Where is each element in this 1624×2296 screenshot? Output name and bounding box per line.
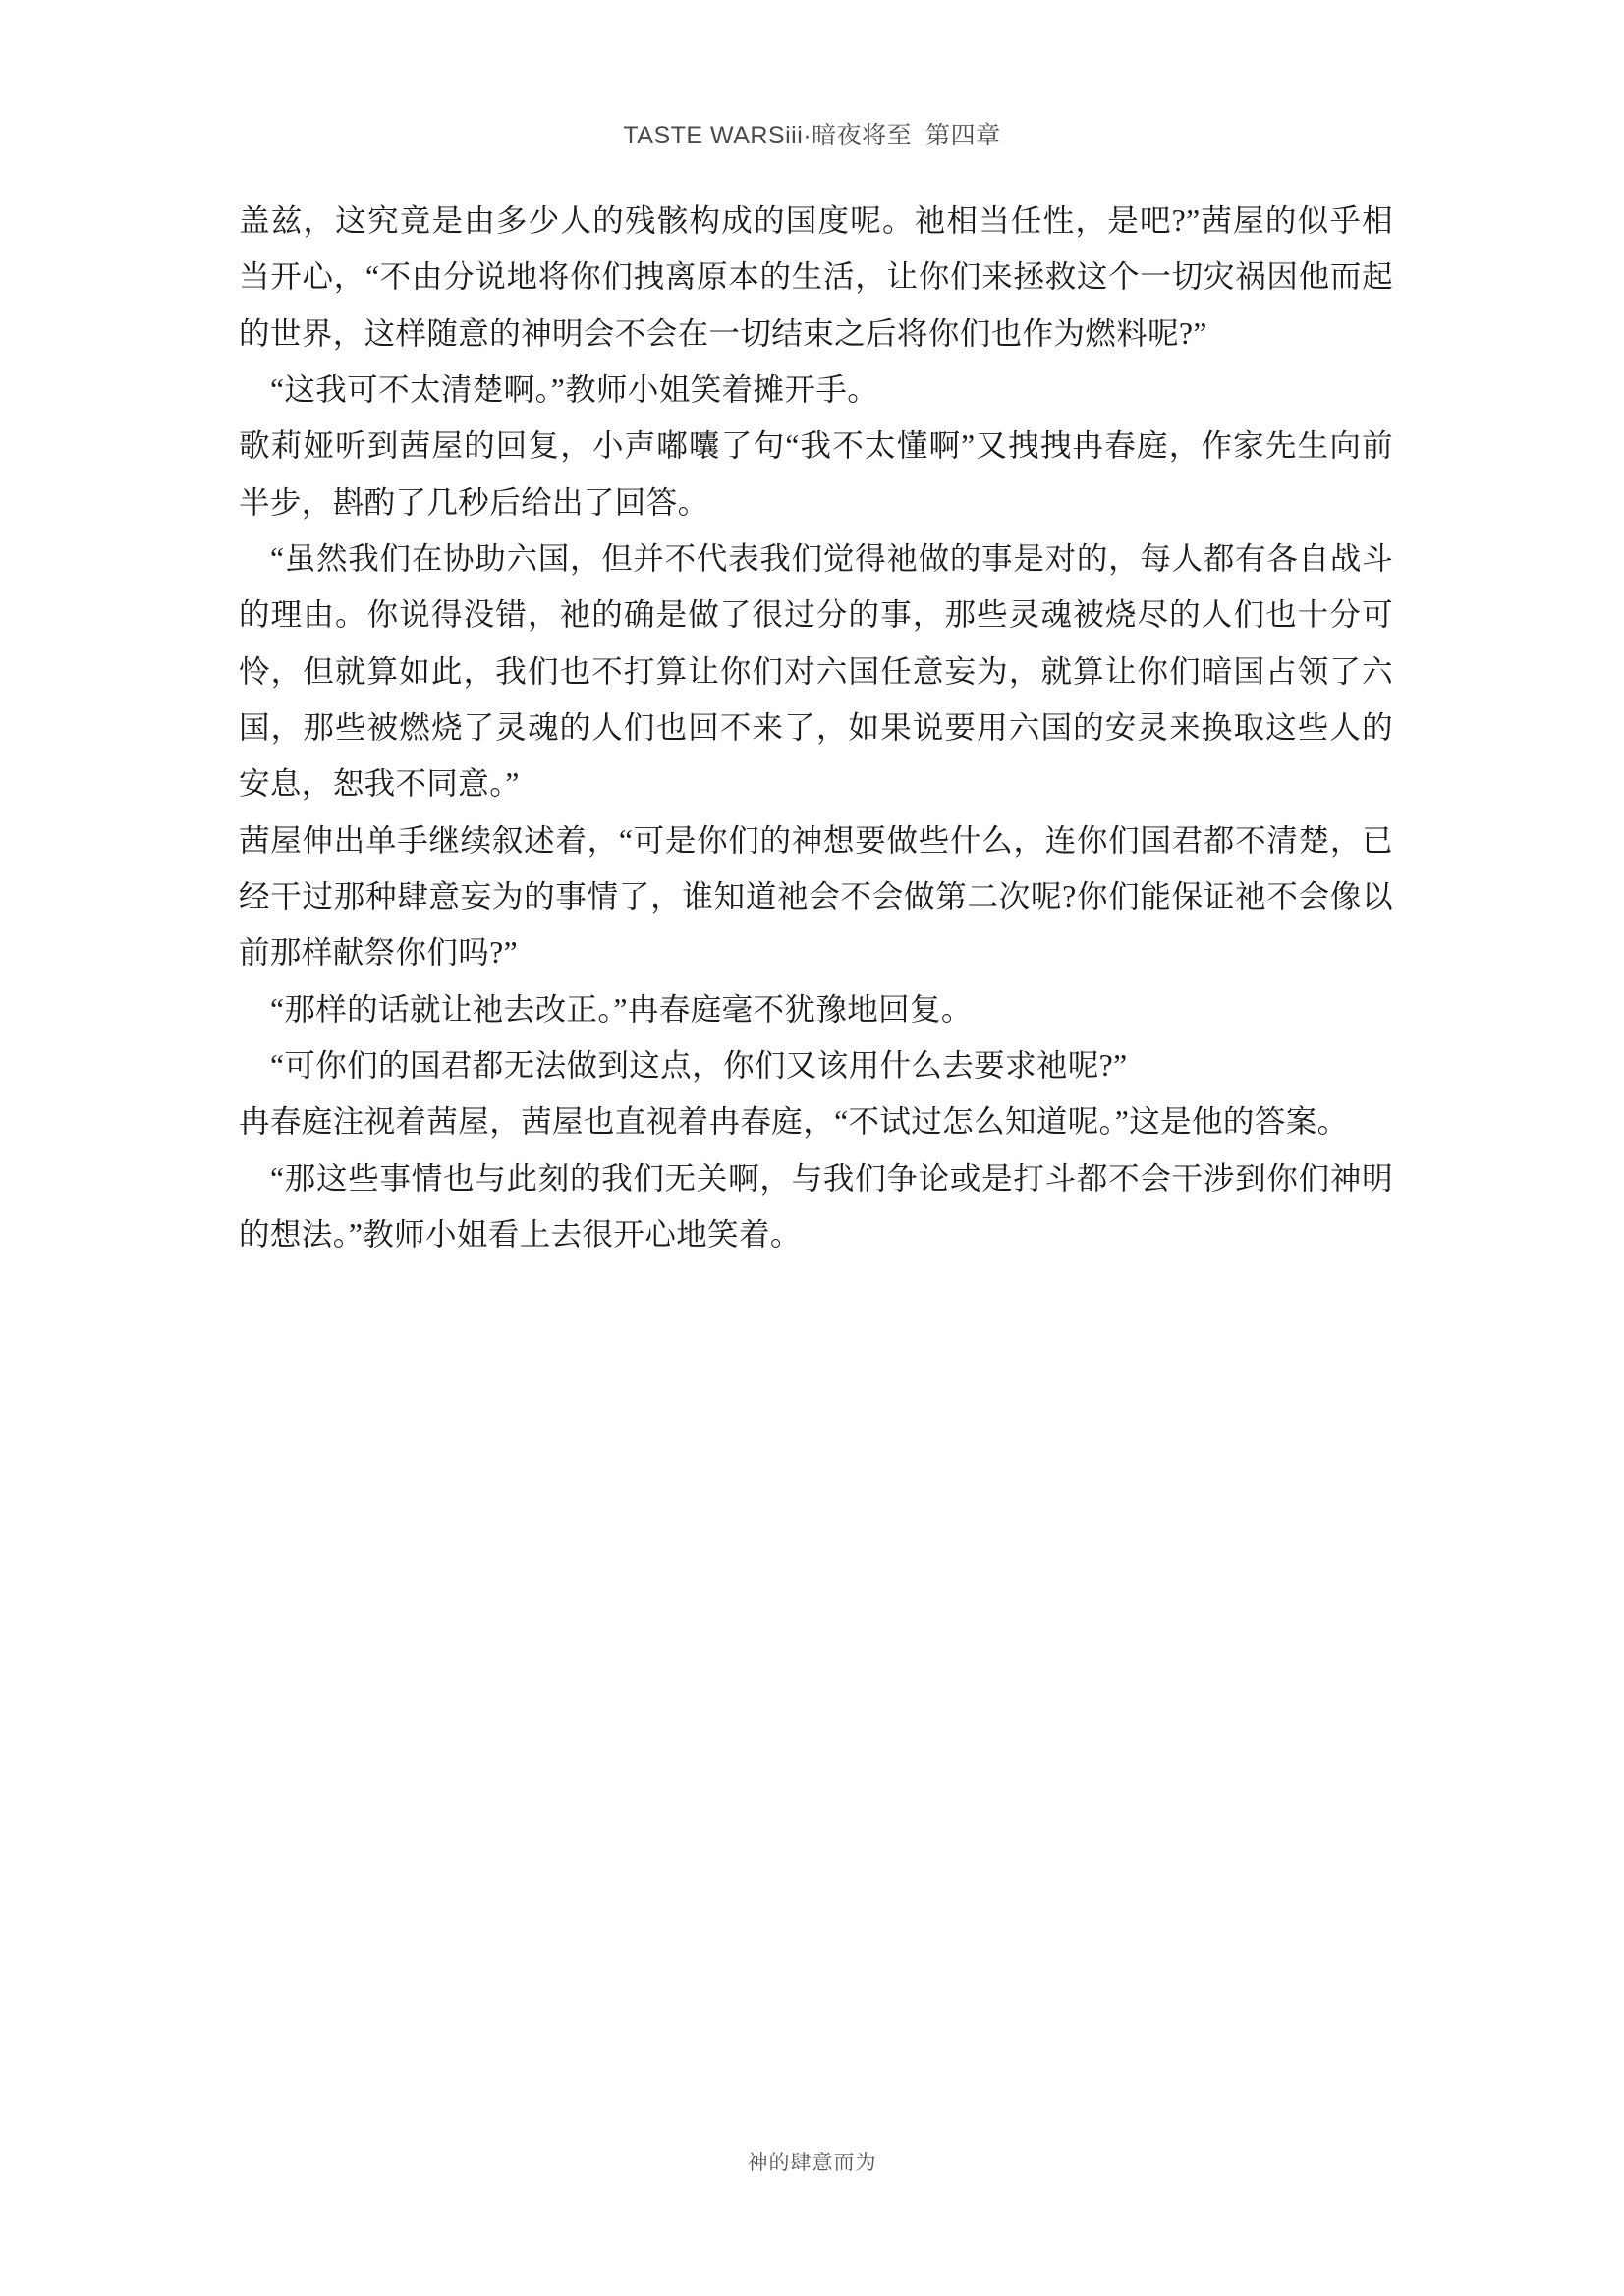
page-header xyxy=(0,116,1624,151)
paragraph: “那这些事情也与此刻的我们无关啊，与我们争论或是打斗都不会干涉到你们神明的想法。”教师小姐看上去很开心地笑着。 xyxy=(239,1160,1393,1252)
paragraph: 茜屋伸出单手继续叙述着，“可是你们的神想要做些什么，连你们国君都不清楚，已经干过那种肆意妄为的事情了，谁知道祂会不会做第二次呢?你们能保证祂不会像以前那样献祭你们吗?” xyxy=(239,822,1393,971)
paragraph: “这我可不太清楚啊。”教师小姐笑着摊开手。 xyxy=(270,371,879,407)
header-chapter: 第四章 xyxy=(925,122,1001,149)
paragraph: 歌莉娅听到茜屋的回复，小声嘟囔了句“我不太懂啊”又拽拽冉春庭，作家先生向前半步，斟酌了几秒后给出了回答。 xyxy=(239,428,1393,520)
page-footer: 神的肆意而为 xyxy=(747,2151,877,2174)
header-book-title: TASTE WARSiii·暗夜将至 xyxy=(623,122,913,149)
paragraph: 冉春庭注视着茜屋，茜屋也直视着冉春庭，“不试过怎么知道呢。”这是他的答案。 xyxy=(239,1104,1349,1140)
paragraph: 盖兹，这究竟是由多少人的残骸构成的国度呢。祂相当任性，是吧?”茜屋的似乎相当开心，“不由分说地将你们拽离原本的生活，让你们来拯救这个一切灾祸因他而起的世界，这样随意的神明会不会在一切结束之后将你们也作为燃料呢?” xyxy=(239,203,1393,351)
paragraph: “那样的话就让祂去改正。”冉春庭毫不犹豫地回复。 xyxy=(270,991,973,1027)
paragraph: “可你们的国君都无法做到这点，你们又该用什么去要求祂呢?” xyxy=(270,1047,1128,1083)
page-body xyxy=(239,193,1393,1262)
paragraph: “虽然我们在协助六国，但并不代表我们觉得祂做的事是对的，每人都有各自战斗的理由。你说得没错，祂的确是做了很过分的事，那些灵魂被烧尽的人们也十分可怜，但就算如此，我们也不打算让你们对六国任意妄为，就算让你们暗国占领了六国，那些被燃烧了灵魂的人们也回不来了，如果说要用六国的安灵来换取这些人的安息，恕我不同意。” xyxy=(239,540,1393,802)
